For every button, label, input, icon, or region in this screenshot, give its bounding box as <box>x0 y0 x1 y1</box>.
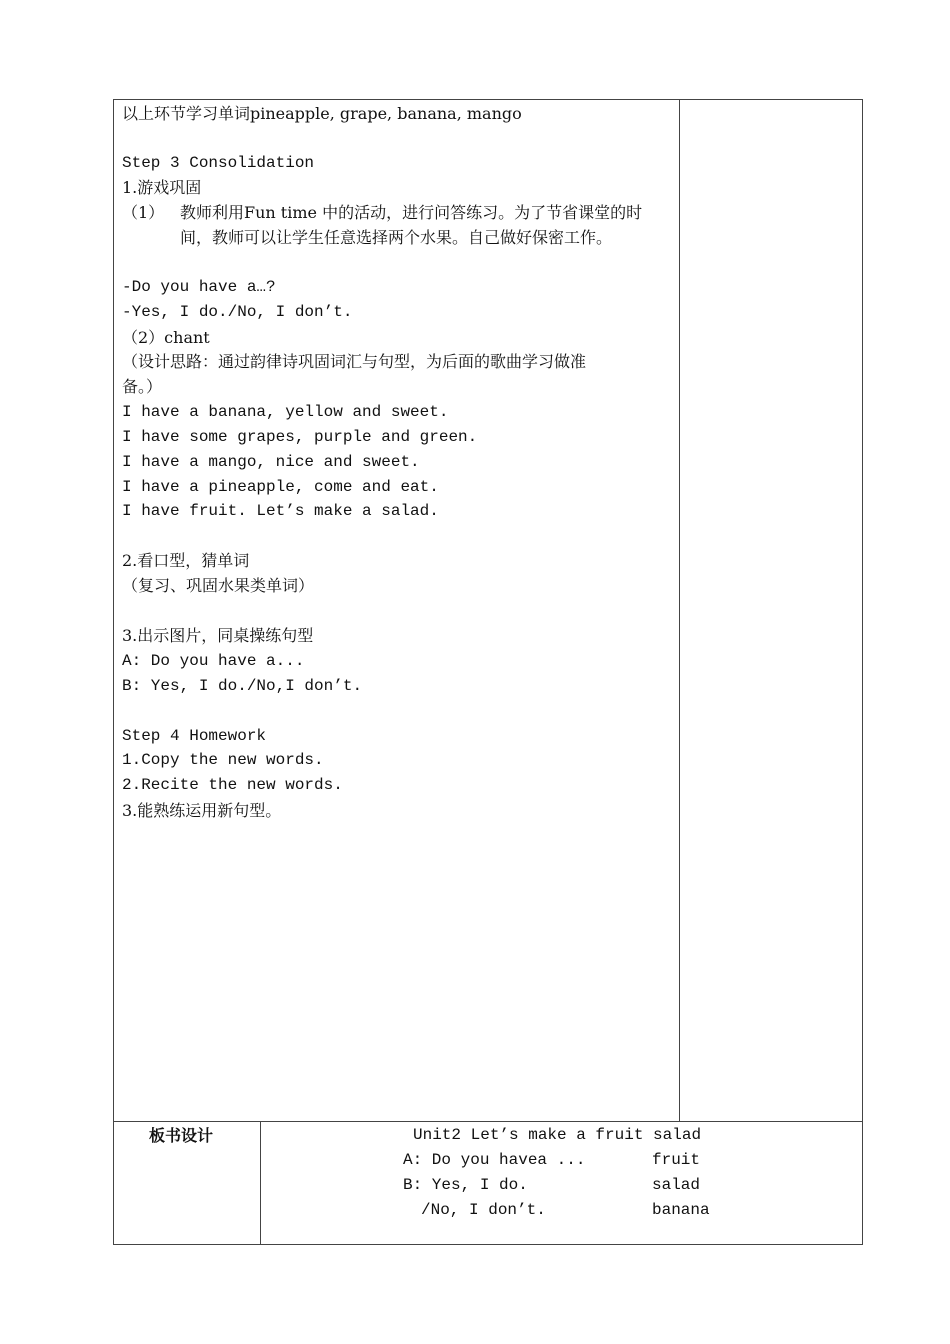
lesson-line: Step 4 Homework <box>122 727 267 745</box>
table-border-left <box>113 99 114 1245</box>
lesson-line: I have a mango, nice and sweet. <box>122 453 420 471</box>
row-divider <box>113 1121 863 1122</box>
lesson-line: -Do you have a…? <box>122 278 276 296</box>
lesson-line: 1.Copy the new words. <box>122 751 324 769</box>
board-title: Unit2 Let’s make a fruit salad <box>413 1126 702 1144</box>
board-row-right: salad <box>652 1176 701 1194</box>
table-border-right <box>862 99 863 1245</box>
table-border-bottom <box>113 1244 863 1245</box>
column-divider-lower <box>260 1121 261 1245</box>
lesson-line: 2.看口型，猜单词 <box>122 551 250 570</box>
lesson-line: -Yes, I do./No, I don’t. <box>122 303 353 321</box>
lesson-line: I have a pineapple, come and eat. <box>122 478 439 496</box>
table-border-top <box>113 99 863 100</box>
lesson-line: 备。） <box>122 377 163 396</box>
board-label: 板书设计 <box>149 1126 214 1145</box>
lesson-line: Step 3 Consolidation <box>122 154 315 172</box>
board-row-left: B: Yes, I do. <box>403 1176 528 1194</box>
lesson-line: （设计思路：通过韵律诗巩固词汇与句型，为后面的歌曲学习做准 <box>122 352 587 371</box>
lesson-line: 3.能熟练运用新句型。 <box>122 801 282 820</box>
game-description: 教师利用Fun time 中的活动，进行问答练习。为了节省课堂的时间，教师可以让学生任意选择两个水果。自己做好保密工作。 <box>180 203 643 247</box>
lesson-line: I have a banana, yellow and sweet. <box>122 403 449 421</box>
lesson-line: （1） <box>122 203 165 222</box>
column-divider-upper <box>679 99 680 1121</box>
lesson-line: 1.游戏巩固 <box>122 178 202 197</box>
board-row-left: A: Do you havea ... <box>403 1151 586 1169</box>
lesson-line: I have some grapes, purple and green. <box>122 428 478 446</box>
board-row-left: /No, I don’t. <box>421 1201 546 1219</box>
board-row-right: banana <box>652 1201 710 1219</box>
lesson-line: 以上环节学习单词pineapple, grape, banana, mango <box>122 104 522 123</box>
lesson-line: I have fruit. Let’s make a salad. <box>122 502 439 520</box>
lesson-line: A: Do you have a... <box>122 652 305 670</box>
lesson-line: 2.Recite the new words. <box>122 776 343 794</box>
lesson-line: （复习、巩固水果类单词） <box>122 576 315 595</box>
lesson-line: （2）chant <box>122 328 210 347</box>
lesson-line: 3.出示图片，同桌操练句型 <box>122 626 314 645</box>
lesson-line: B: Yes, I do./No,I don’t. <box>122 677 363 695</box>
board-row-right: fruit <box>652 1151 701 1169</box>
